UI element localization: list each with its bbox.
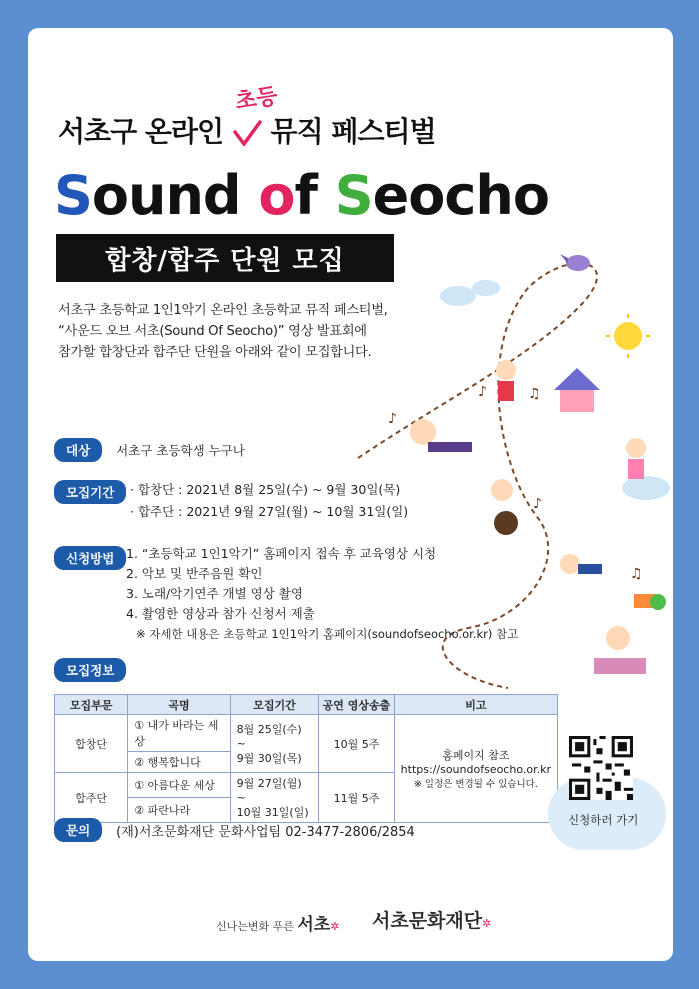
- sparkle-icon: ✲: [330, 920, 340, 933]
- table-row: ② 행복합니다: [55, 752, 558, 773]
- target-row: [54, 438, 245, 462]
- child-violin-icon: [626, 438, 646, 479]
- bird-icon: [560, 254, 590, 271]
- choir-period-cell: 8월 25일(수) ~ 9월 30일(목): [230, 715, 319, 773]
- period-row: [54, 480, 136, 504]
- inserted-word: 초등: [233, 84, 280, 115]
- period-label: 모집기간: [54, 480, 126, 504]
- music-note-icon: ♪: [533, 496, 542, 512]
- child-keyboard-icon: [410, 419, 472, 452]
- method-label: 신청방법: [54, 546, 126, 570]
- target-label: 대상: [54, 438, 102, 462]
- child-jumping-icon: [560, 554, 602, 574]
- child-guitar-icon: [491, 479, 518, 535]
- festival-illustration: [328, 218, 673, 738]
- house-icon: [554, 368, 600, 412]
- info-row: [54, 658, 136, 682]
- cloud-icon: [472, 280, 500, 296]
- music-note-icon: ♪: [478, 384, 487, 400]
- target-text: 서초구 초등학생 누구나: [116, 443, 245, 458]
- period-lines: · 합창단 : 2021년 8월 25일(수) ~ 9월 30일(목) · 합주단 : 2021년 9월 27일(월) ~ 10월 31일(일): [130, 482, 409, 519]
- remark-cell: 홈페이지 참조 https://soundofseocho.or.kr ※ 일정은 변경될 수 있습니다.: [394, 715, 557, 823]
- checkmark-icon: [232, 120, 262, 146]
- qr-label: 신청하러 가기: [568, 813, 639, 827]
- recruit-banner: 합창/합주 단원 모집: [56, 234, 394, 282]
- sun-icon: [606, 314, 650, 358]
- music-note-icon: ♫: [528, 386, 541, 402]
- info-table: [54, 694, 558, 823]
- music-note-icon: ♫: [630, 566, 643, 582]
- table-row: 합창단 ① 내가 바라는 세상 8월 25일(수) ~ 9월 30일(목) 10월 5주 홈페이지 참조 https://soundofseocho.or.kr ※ 일정은 변경될 수 있습니다.: [55, 715, 558, 752]
- cloud-icon: [440, 286, 476, 306]
- contact-text: (재)서초문화재단 문화사업팀 02-3477-2806/2854: [116, 824, 415, 840]
- child-drummer-icon: [594, 626, 646, 674]
- cloud-icon: [622, 476, 670, 500]
- sparkle-icon: ✲: [482, 917, 492, 930]
- festival-title: Sound of Seocho: [54, 164, 549, 227]
- seocho-foundation-logo: 서초문화재단✲: [372, 910, 492, 932]
- poster: [28, 28, 673, 961]
- method-steps: 1. “초등학교 1인1악기” 홈페이지 접속 후 교육영상 시청 2. 악보 및 반주음원 확인 3. 노래/악기연주 개별 영상 촬영 4. 촬영한 영상과 참가 신청서 제출 ※ 자세한 내용은 초등학교 1인1악기 홈페이지(soundofseocho.or.kr) 참고: [126, 546, 519, 641]
- table-row: ② 파란나라: [55, 798, 558, 823]
- festival-subtitle: 서초구 온라인 뮤직 페스티벌: [58, 115, 436, 148]
- seocho-district-logo: 신나는변화 푸른 서초✲: [216, 915, 340, 935]
- intro-text: 서초구 초등학교 1인1악기 온라인 초등학교 뮤직 페스티벌, “사운드 오브 서초(Sound Of Seocho)” 영상 발표회에 참가할 합창단과 합주단 단원을 아래와 같이 모집합니다.: [58, 303, 388, 360]
- table-header-row: 모집부문 곡명 모집기간 공연 영상송출 비고: [55, 695, 558, 715]
- music-note-icon: ♪: [388, 411, 397, 427]
- contact-row: [54, 818, 415, 842]
- ensemble-period-cell: 9월 27일(월) ~ 10월 31일(일): [230, 773, 319, 823]
- table-row: 합주단 ① 아름다운 세상 9월 27일(월) ~ 10월 31일(일) 11월 5주: [55, 773, 558, 798]
- qr-code-icon[interactable]: [569, 736, 633, 800]
- info-label: 모집정보: [54, 658, 126, 682]
- contact-label: 문의: [54, 818, 102, 842]
- bush-icon: [650, 594, 666, 610]
- method-row: [54, 546, 136, 570]
